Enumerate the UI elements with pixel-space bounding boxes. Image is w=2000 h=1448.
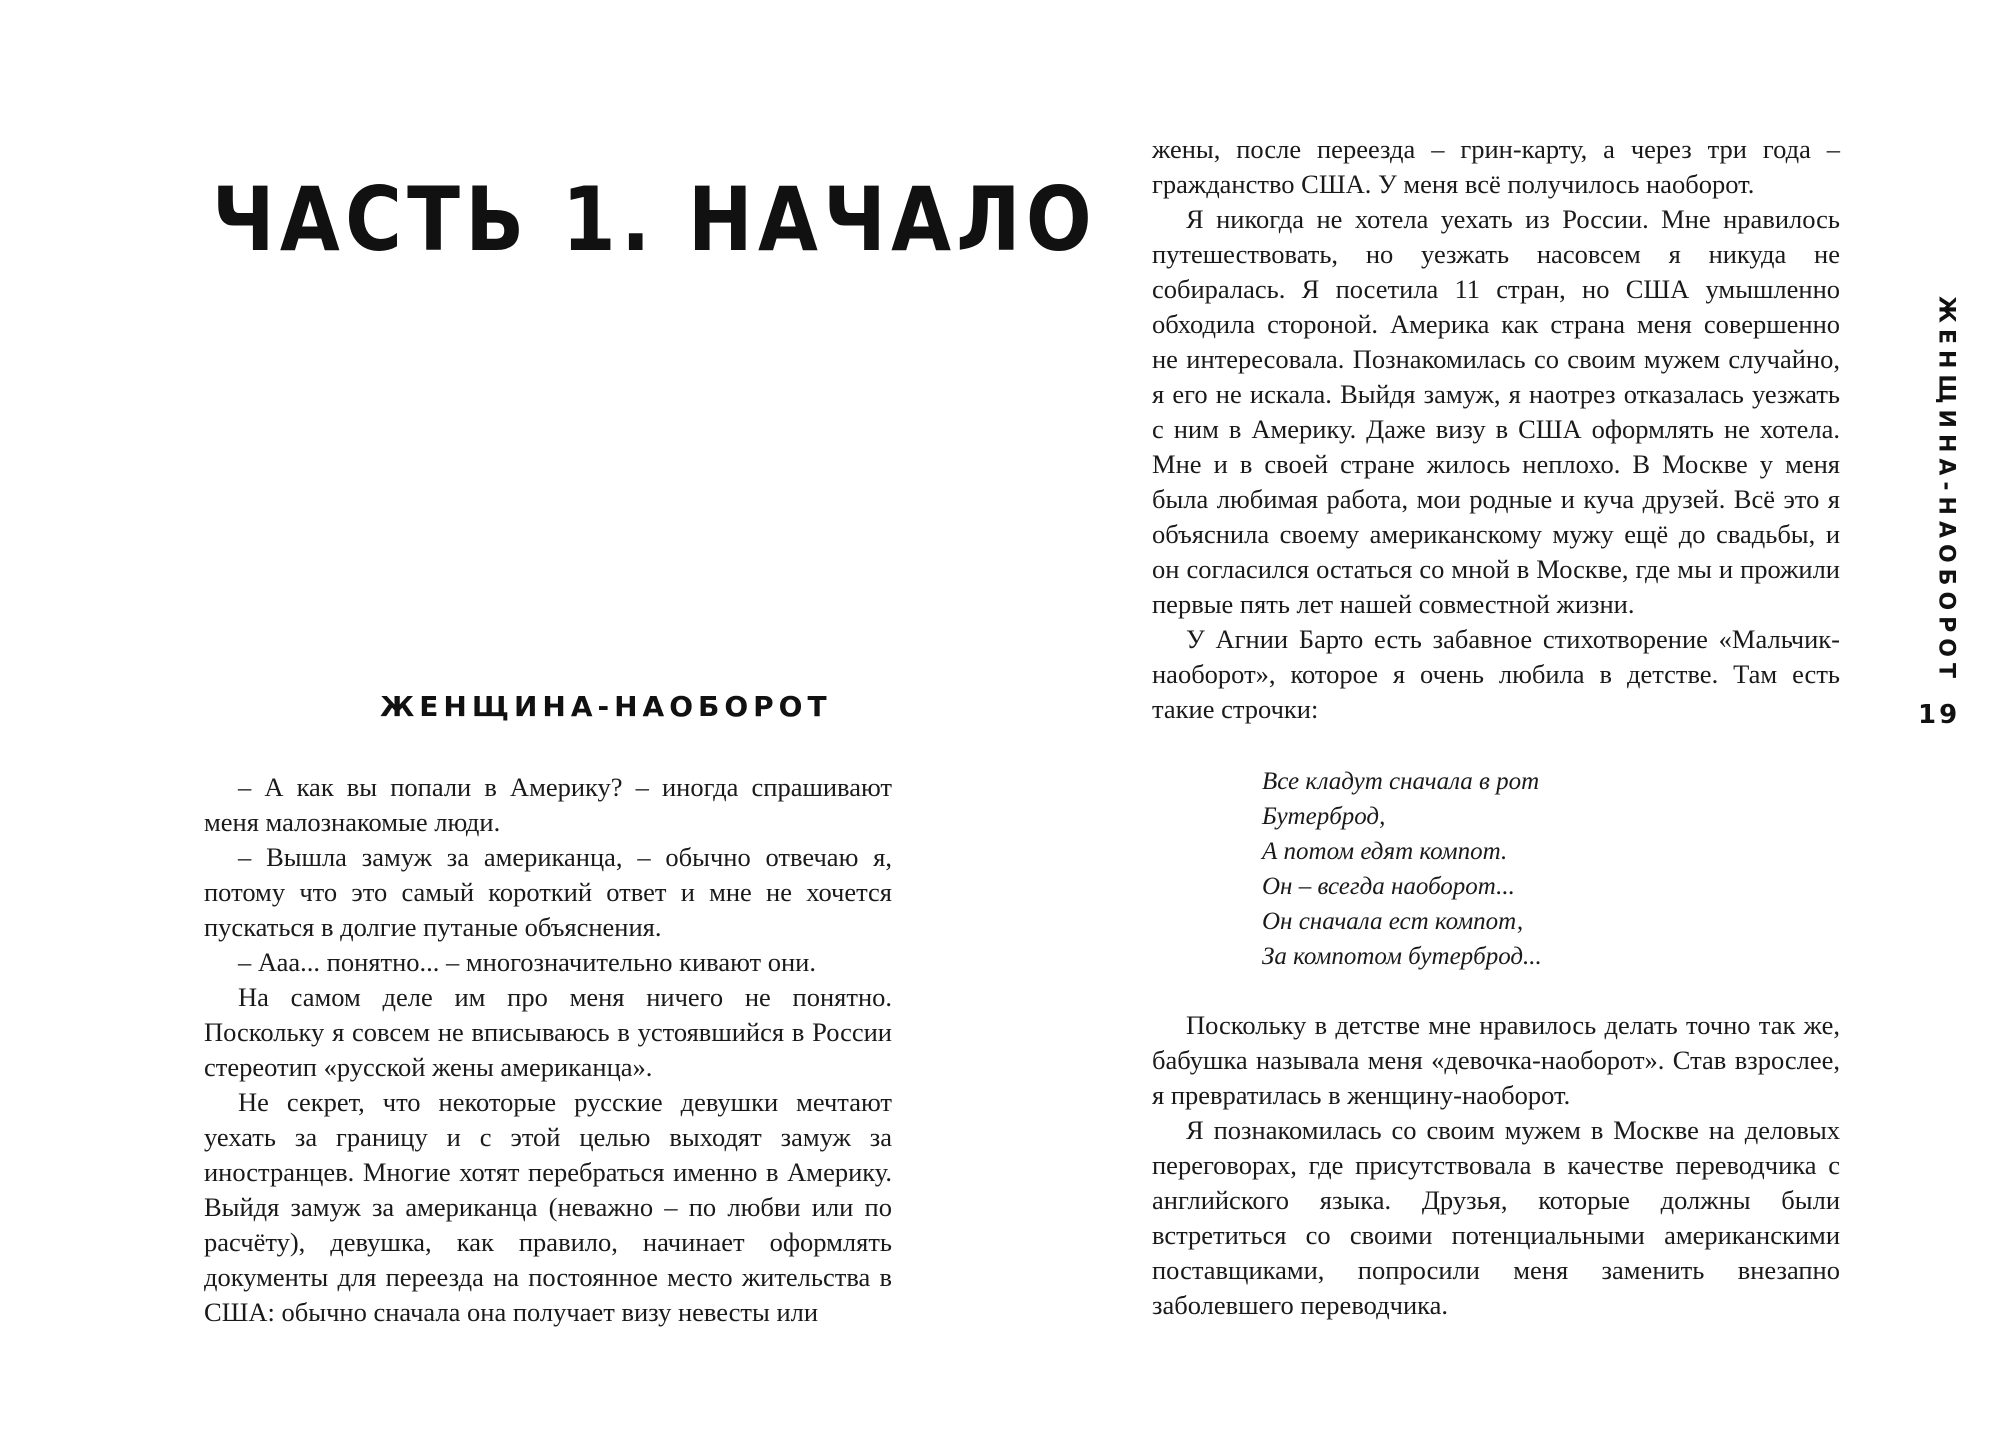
paragraph: – А как вы попали в Америку? – иногда спрашивают меня малознакомые люди. — [204, 772, 892, 837]
chapter-title: ЖЕНЩИНА-НАОБОРОТ — [380, 690, 832, 723]
paragraph: На самом деле им про меня ничего не понятно. Поскольку я совсем не вписываюсь в устоявшийся в России стереотип «русской жены американца». — [204, 982, 892, 1082]
running-head — [1926, 296, 1966, 684]
paragraph: Поскольку в детстве мне нравилось делать точно так же, бабушка называла меня «девочка-наоборот». Став взрослее, я превратилась в женщину-наоборот. — [1152, 1010, 1840, 1110]
paragraph: – Вышла замуж за американца, – обычно отвечаю я, потому что это самый короткий ответ и мне не хочется пускаться в долгие путаные объяснения. — [204, 842, 892, 942]
poem-line: Он – всегда наоборот... — [1262, 873, 1515, 900]
right-body-text-top — [1152, 132, 1840, 727]
paragraph: Не секрет, что некоторые русские девушки мечтают уехать за границу и с этой целью выходят замуж за иностранцев. Многие хотят перебраться именно в Америку. Выйдя замуж за американца (неважно – по любви или по расчёту), девушка, как правило, начинает оформлять документы для переезда на постоянное место жительства в США: обычно сначала она получает визу невесты или — [204, 1087, 892, 1327]
poem-line: А потом едят компот. — [1262, 838, 1508, 865]
poem-line: За компотом бутерброд... — [1262, 943, 1542, 970]
paragraph: Я познакомилась со своим мужем в Москве на деловых переговорах, где присутствовала в качестве переводчика с английского языка. Друзья, которые должны были встретиться со своими потенциальными американскими поставщиками, попросили меня заменить внезапно заболевшего переводчика. — [1152, 1115, 1840, 1320]
paragraph: жены, после переезда – грин-карту, а через три года – гражданство США. У меня всё получилось наоборот. — [1152, 134, 1840, 199]
paragraph: Я никогда не хотела уехать из России. Мне нравилось путешествовать, но уезжать насовсем я никуда не собиралась. Я посетила 11 стран, но США умышленно обходила стороной. Америка как страна меня совершенно не интересовала. Познакомилась со своим мужем случайно, я его не искала. Выйдя замуж, я наотрез отказалась уезжать с ним в Америку. Даже визу в США оформлять не хотела. Мне и в своей стране жилось неплохо. В Москве у меня была любимая работа, мои родные и куча друзей. Всё это я объяснила своему американскому мужу ещё до свадьбы, и он согласился остаться со мной в Москве, где мы и прожили первые пять лет нашей совместной жизни. — [1152, 204, 1840, 619]
poem-line: Бутерброд, — [1262, 803, 1386, 830]
poem-line: Он сначала ест компот, — [1262, 908, 1524, 935]
right-page — [1000, 0, 2000, 1448]
part-title: ЧАСТЬ 1. НАЧАЛО — [212, 168, 1098, 271]
page-number: 19 — [1918, 700, 1961, 730]
running-head-text: ЖЕНЩИНА-НАОБОРОТ — [1933, 296, 1959, 684]
left-body-text — [204, 770, 892, 1330]
poem-line: Все кладут сначала в рот — [1262, 768, 1540, 795]
paragraph: – Ааа... понятно... – многозначительно кивают они. — [238, 947, 816, 977]
paragraph: У Агнии Барто есть забавное стихотворение «Мальчик-наоборот», которое я очень любила в детстве. Там есть такие строчки: — [1152, 624, 1840, 724]
right-body-text-bottom — [1152, 1008, 1840, 1323]
poem — [1262, 764, 1542, 974]
